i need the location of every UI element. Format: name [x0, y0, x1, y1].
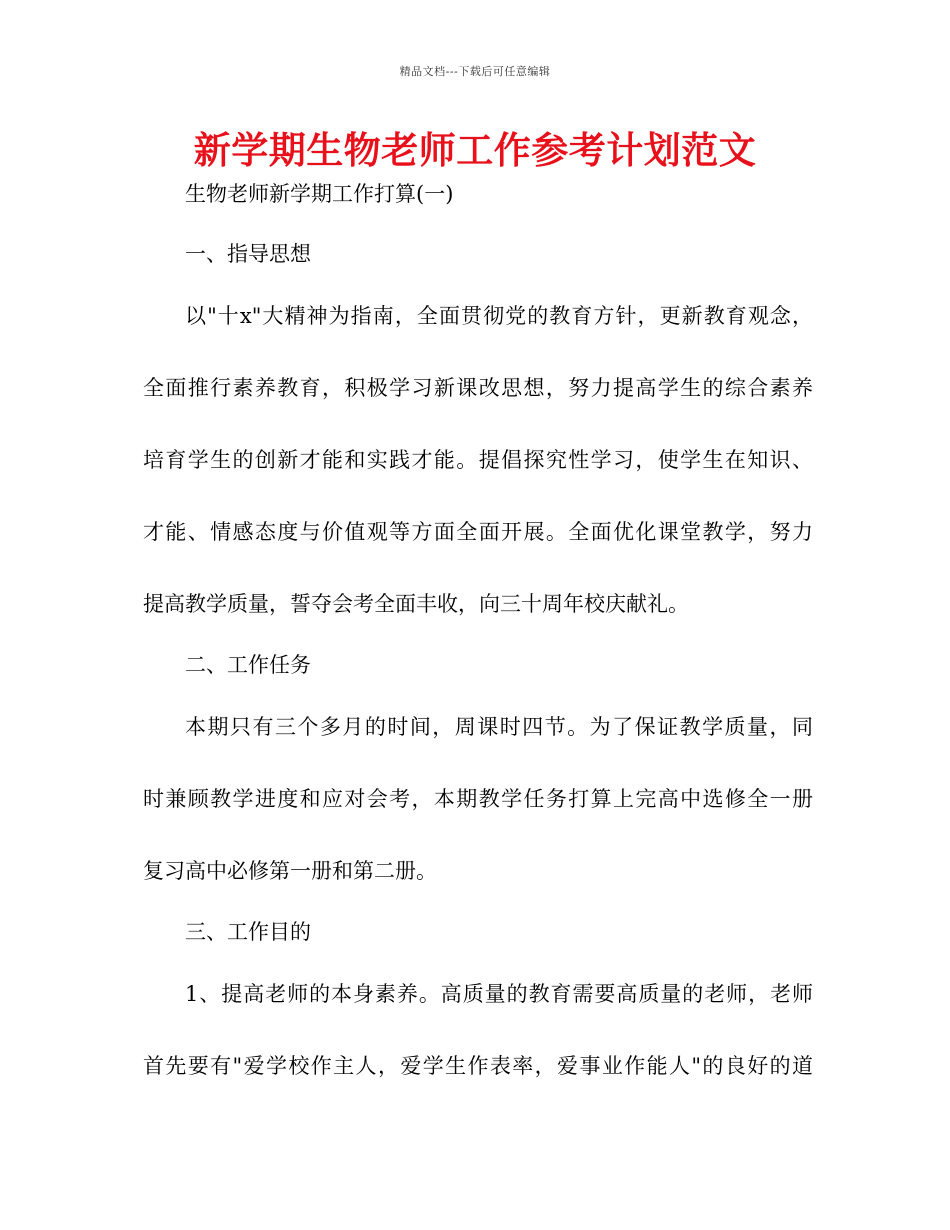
section-heading-3: 三、工作目的: [185, 920, 311, 944]
page-header: 精品文档---下载后可任意编辑: [399, 65, 551, 78]
paragraph-line: 1、提高老师的本身素养。高质量的教育需要高质量的老师，老师: [185, 982, 813, 1006]
paragraph-line: 复习高中必修第一册和第二册。: [143, 859, 437, 883]
paragraph-line: 培育学生的创新才能和实践才能。提倡探究性学习，使学生在知识、: [143, 448, 813, 472]
paragraph-line: 以"十x"大精神为指南，全面贯彻党的教育方针，更新教育观念，: [185, 304, 813, 328]
paragraph-line: 全面推行素养教育，积极学习新课改思想，努力提高学生的综合素养: [143, 376, 813, 400]
paragraph-line: 提高教学质量，誓夺会考全面丰收，向三十周年校庆献礼。: [143, 592, 689, 616]
paragraph-line: 首先要有"爱学校作主人，爱学生作表率，爱事业作能人"的良好的道: [143, 1054, 813, 1078]
subtitle-line: 生物老师新学期工作打算(一): [185, 182, 454, 206]
document-title: 新学期生物老师工作参考计划范文: [193, 128, 757, 172]
section-heading-1: 一、指导思想: [185, 242, 311, 266]
paragraph-line: 时兼顾教学进度和应对会考，本期教学任务打算上完高中选修全一册: [143, 787, 813, 811]
section-heading-2: 二、工作任务: [185, 653, 311, 677]
paragraph-line: 才能、情感态度与价值观等方面全面开展。全面优化课堂教学，努力: [143, 520, 813, 544]
paragraph-line: 本期只有三个多月的时间，周课时四节。为了保证教学质量，同: [185, 715, 813, 739]
